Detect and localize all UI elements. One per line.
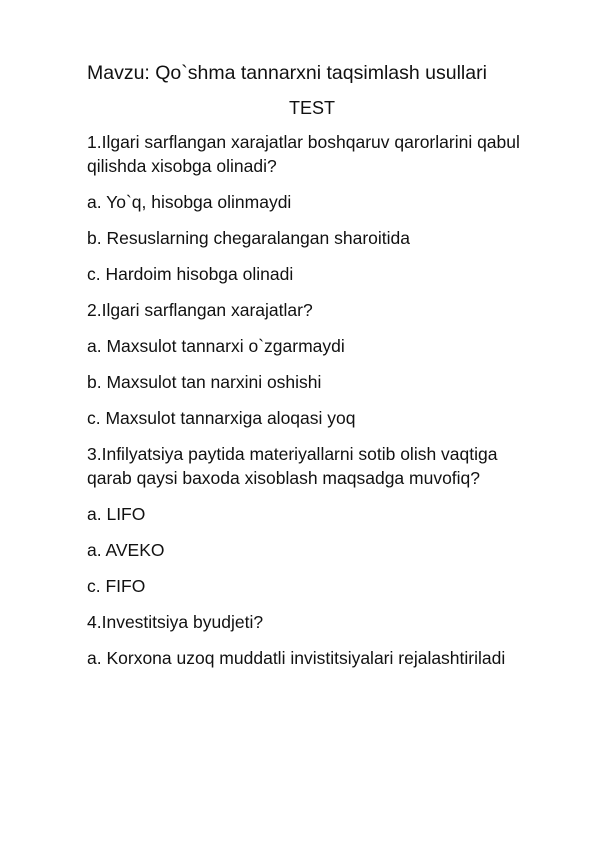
question-2-option-b: b. Maxsulot tan narxini oshishi bbox=[87, 372, 322, 392]
question-3-option-c: c. FIFO bbox=[87, 576, 146, 596]
question-1: 1.Ilgari sarflangan xarajatlar boshqaruv qarorlarini qabul qilishda xisobga olinadi? bbox=[87, 132, 520, 176]
document-subtitle: TEST bbox=[288, 98, 335, 118]
question-1-option-c: c. Hardoim hisobga olinadi bbox=[87, 264, 294, 284]
question-4: 4.Investitsiya byudjeti? bbox=[87, 612, 264, 632]
question-2: 2.Ilgari sarflangan xarajatlar? bbox=[87, 300, 313, 320]
question-3: 3.Infilyatsiya paytida materiyallarni sotib olish vaqtiga qarab qaysi baxoda xisoblash maqsadga muvofiq? bbox=[87, 444, 498, 488]
question-1-option-b: b. Resuslarning chegaralangan sharoitida bbox=[87, 228, 410, 248]
question-2-option-c: c. Maxsulot tannarxiga aloqasi yoq bbox=[87, 408, 356, 428]
question-3-option-b: a. AVEKO bbox=[87, 540, 165, 560]
question-3-option-a: a. LIFO bbox=[87, 504, 146, 524]
question-4-option-a: a. Korxona uzoq muddatli invistitsiyalari rejalashtiriladi bbox=[87, 648, 506, 668]
document-title: Mavzu: Qo`shma tannarxni taqsimlash usullari bbox=[87, 62, 487, 84]
question-2-option-a: a. Maxsulot tannarxi o`zgarmaydi bbox=[87, 336, 345, 356]
question-1-option-a: a. Yo`q, hisobga olinmaydi bbox=[87, 192, 292, 212]
document-content bbox=[87, 60, 537, 682]
